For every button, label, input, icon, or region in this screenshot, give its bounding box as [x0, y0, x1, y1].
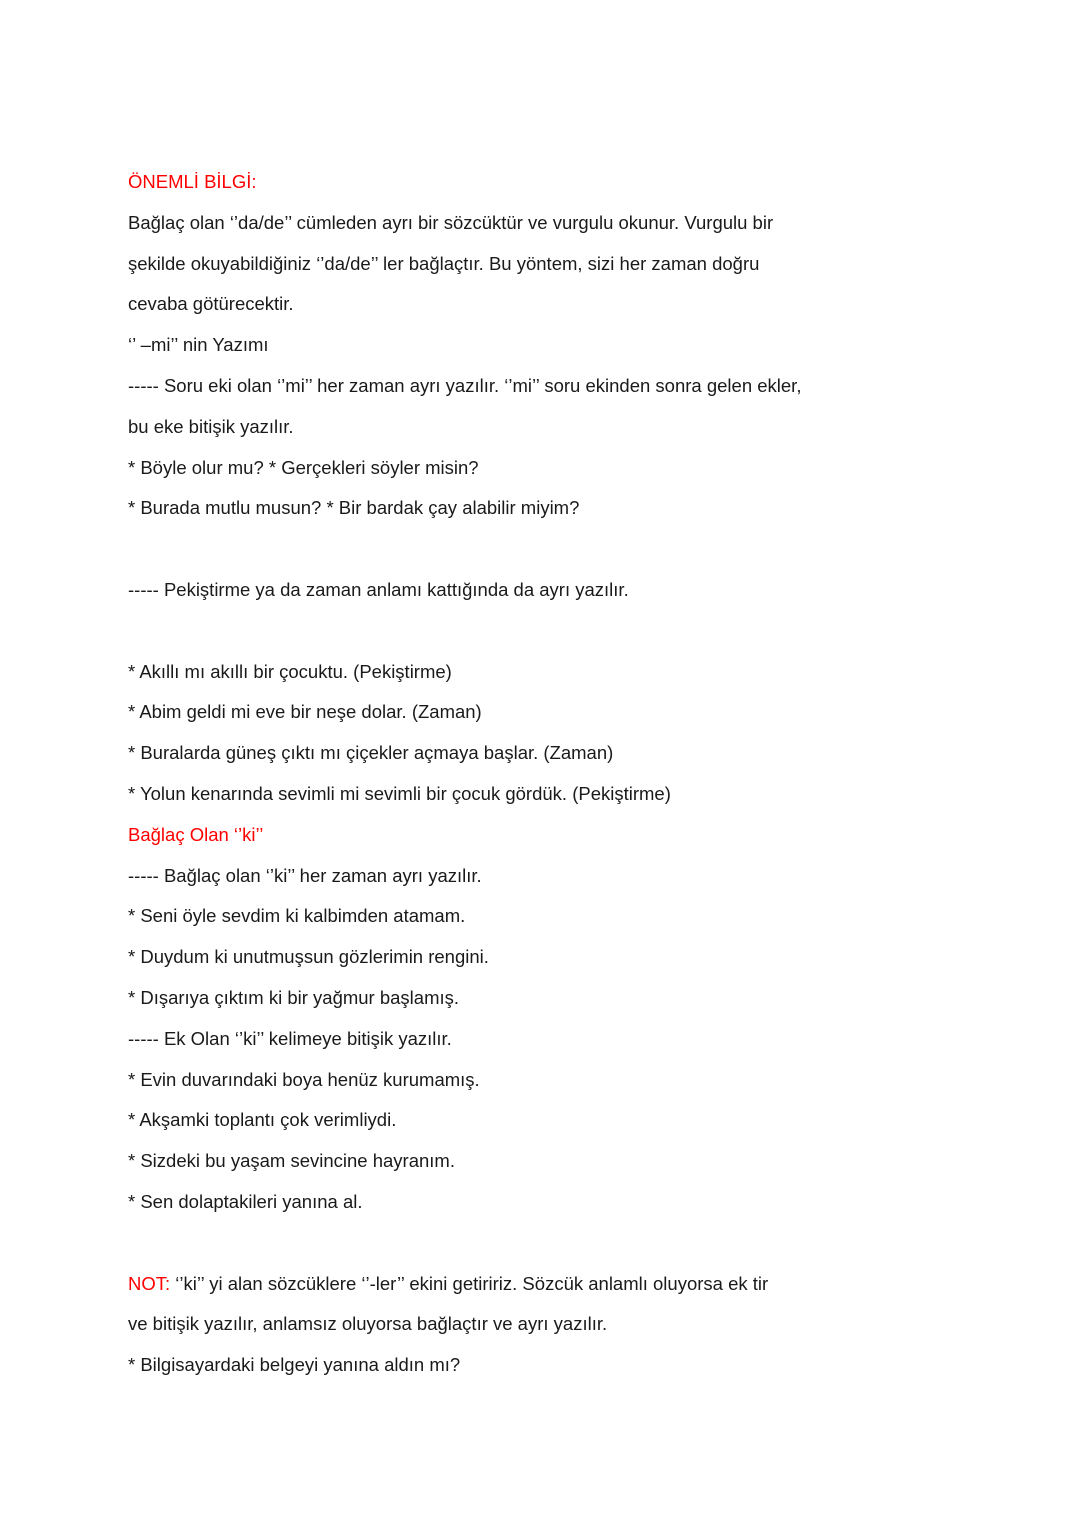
intro-line: Bağlaç olan ‘’da/de’’ cümleden ayrı bir sözcüktür ve vurgulu okunur. Vurgulu bir — [128, 211, 774, 233]
spacer — [128, 1223, 988, 1264]
mi-rule-line: bu eke bitişik yazılır. — [128, 415, 294, 437]
important-info-heading: ÖNEMLİ BİLGİ: — [128, 171, 257, 192]
mi-example: * Abim geldi mi eve bir neşe dolar. (Zaman) — [128, 701, 482, 723]
intro-line: şekilde okuyabildiğiniz ‘’da/de’’ ler bağlaçtır. Bu yöntem, sizi her zaman doğru — [128, 252, 760, 274]
ki-example: * Seni öyle sevdim ki kalbimden atamam. — [128, 905, 466, 927]
ki-example: * Sizdeki bu yaşam sevincine hayranım. — [128, 1150, 455, 1172]
document-page — [128, 162, 988, 1386]
mi-example: * Yolun kenarında sevimli mi sevimli bir çocuk gördük. (Pekiştirme) — [128, 782, 671, 804]
ki-example: * Dışarıya çıktım ki bir yağmur başlamış. — [128, 986, 460, 1008]
ki-section-title: Bağlaç Olan ‘’ki’’ — [128, 823, 264, 845]
note-label: NOT: — [128, 1272, 171, 1294]
note-example: * Bilgisayardaki belgeyi yanına aldın mı? — [128, 1354, 461, 1376]
note-line: ve bitişik yazılır, anlamsız oluyorsa bağlaçtır ve ayrı yazılır. — [128, 1313, 608, 1335]
spacer — [128, 529, 988, 570]
ki-example: * Evin duvarındaki boya henüz kurumamış. — [128, 1068, 480, 1090]
mi-rule-line: ----- Soru eki olan ‘’mi’’ her zaman ayrı yazılır. ‘’mi’’ soru ekinden sonra gelen ekler, — [128, 374, 802, 396]
note-line — [128, 1264, 988, 1305]
mi-example: * Akıllı mı akıllı bir çocuktu. (Pekiştirme) — [128, 660, 452, 682]
mi-rule-line: ----- Pekiştirme ya da zaman anlamı kattığında da ayrı yazılır. — [128, 578, 629, 600]
spacer — [128, 611, 988, 652]
ki-example: * Akşamki toplantı çok verimliydi. — [128, 1109, 397, 1131]
ki-example: * Sen dolaptakileri yanına al. — [128, 1190, 363, 1212]
intro-line: cevaba götürecektir. — [128, 293, 294, 315]
mi-section-title: ‘’ –mi’’ nin Yazımı — [128, 334, 269, 356]
ki-example: * Duydum ki unutmuşsun gözlerimin rengini. — [128, 946, 489, 968]
note-text: ‘’ki’’ yi alan sözcüklere ‘’-ler’’ ekini getiririz. Sözcük anlamlı oluyorsa ek tir — [170, 1272, 769, 1294]
ki-rule-line: ----- Bağlaç olan ‘’ki’’ her zaman ayrı yazılır. — [128, 864, 482, 886]
mi-example: * Böyle olur mu? * Gerçekleri söyler misin? — [128, 456, 479, 478]
ki-rule-line: ----- Ek Olan ‘’ki’’ kelimeye bitişik yazılır. — [128, 1027, 452, 1049]
mi-example: * Burada mutlu musun? * Bir bardak çay alabilir miyim? — [128, 497, 580, 519]
mi-example: * Buralarda güneş çıktı mı çiçekler açmaya başlar. (Zaman) — [128, 742, 614, 764]
